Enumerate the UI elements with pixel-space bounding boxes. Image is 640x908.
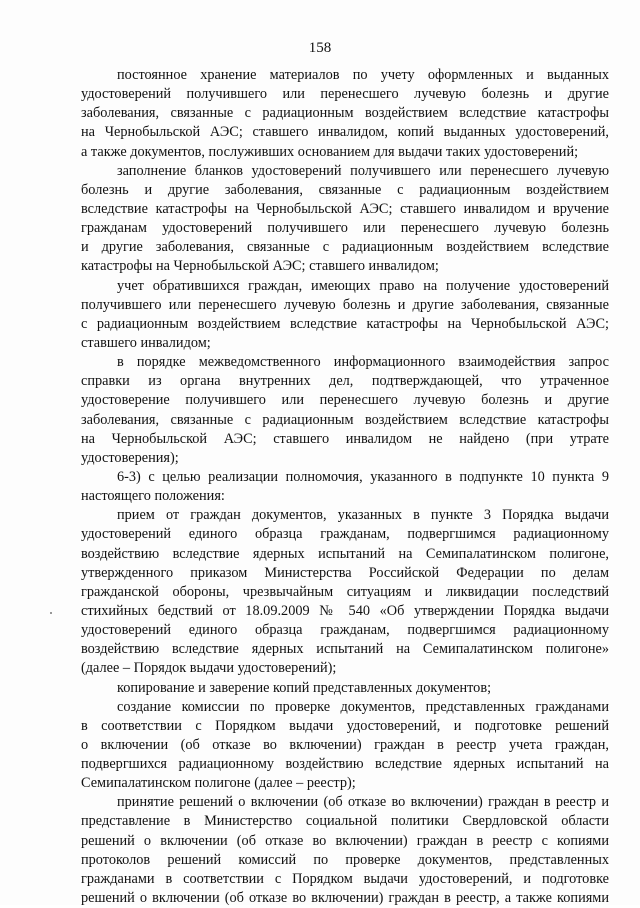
text-line: о включении (об отказе во включении) граждан в реестр учета граждан, <box>81 736 609 753</box>
text-line: с радиационным воздействием вследствие катастрофы на Чернобыльской АЭС; <box>81 315 609 332</box>
text-line: подвергшихся радиационному воздействию вследствие ядерных испытаний на <box>81 756 609 773</box>
text-line: катастрофы на Чернобыльской АЭС; ставшего инвалидом; <box>81 258 439 275</box>
text-line: гражданами в соответствии с Порядком выдачи удостоверений, и подготовке <box>81 870 609 887</box>
text-line: 6-3) с целью реализации полномочия, указанного в подпункте 10 пункта 9 <box>117 468 609 485</box>
text-line: (далее – Порядок выдачи удостоверений); <box>81 660 337 677</box>
text-line: создание комиссии по проверке документов, представленных гражданами <box>117 698 609 715</box>
text-line: решений о включении (об отказе во включении) граждан в реестр, а также копиями <box>81 890 609 907</box>
text-line: вследствие катастрофы на Чернобыльской АЭС; ставшего инвалидом и вручение <box>81 200 609 217</box>
text-line: удостоверение получившего или перенесшего лучевую болезнь и другие <box>81 392 609 409</box>
text-line: удостоверений единого образца гражданам, подвергшимся радиационному <box>81 526 609 543</box>
text-line: на Чернобыльской АЭС; ставшего инвалидом, копий выданных удостоверений, <box>81 124 609 141</box>
text-line: копирование и заверение копий представленных документов; <box>117 679 492 696</box>
text-line: решений о включении (об отказе во включении) граждан в реестр с копиями <box>81 832 609 849</box>
text-line: стихийных бедствий от 18.09.2009 № 540 «Об утверждении Порядка выдачи <box>81 602 609 619</box>
scan-speck <box>50 612 52 614</box>
text-line: постоянное хранение материалов по учету оформленных и выданных <box>117 67 609 83</box>
text-line: болезнь и другие заболевания, связанные с радиационным воздействием <box>81 181 609 198</box>
text-line: гражданам удостоверений получившего или перенесшего лучевую болезнь <box>81 220 609 237</box>
text-line: утвержденного приказом Министерства Российской Федерации по делам <box>81 564 609 581</box>
text-line: воздействию вследствие ядерных испытаний на Семипалатинском полигоне, <box>81 545 609 562</box>
text-line: получившего или перенесшего лучевую болезнь и другие заболевания, связанные <box>81 296 609 313</box>
text-line: заполнение бланков удостоверений получившего или перенесшего лучевую <box>117 162 609 179</box>
text-line: представление в Министерство социальной политики Свердловской области <box>81 813 609 830</box>
text-line: Семипалатинском полигоне (далее – реестр); <box>81 775 356 792</box>
text-line: удостоверений получившего или перенесшего лучевую болезнь и другие <box>81 86 609 103</box>
text-line: принятие решений о включении (об отказе во включении) граждан в реестр и <box>117 794 609 811</box>
page-number: 158 <box>308 40 332 56</box>
text-line: учет обратившихся граждан, имеющих право на получение удостоверений <box>117 277 609 294</box>
text-line: заболевания, связанные с радиационным воздействием вследствие катастрофы <box>81 105 609 122</box>
text-line: воздействию вследствие ядерных испытаний на Семипалатинском полигоне» <box>81 641 609 658</box>
text-line: в порядке межведомственного информационного взаимодействия запрос <box>117 354 609 371</box>
text-line: удостоверения); <box>81 449 179 466</box>
text-line: удостоверений единого образца гражданам, подвергшимся радиационному <box>81 622 609 639</box>
text-line: и другие заболевания, связанные с радиационным воздействием вследствие <box>81 239 609 256</box>
text-line: гражданской обороны, чрезвычайным ситуациям и ликвидации последствий <box>81 583 609 600</box>
text-line: справки из органа внутренних дел, подтверждающей, что утраченное <box>81 373 609 390</box>
text-line: протоколов решений комиссий по проверке документов, представленных <box>81 851 609 868</box>
text-line: заболевания, связанные с радиационным воздействием вследствие катастрофы <box>81 411 609 428</box>
text-line: прием от граждан документов, указанных в пункте 3 Порядка выдачи <box>117 507 609 524</box>
text-line: а также документов, послуживших основанием для выдачи таких удостоверений; <box>81 143 579 160</box>
text-line: в соответствии с Порядком выдачи удостоверений, и подготовке решений <box>81 717 609 734</box>
text-line: на Чернобыльской АЭС; ставшего инвалидом не найдено (при утрате <box>81 430 609 447</box>
text-line: ставшего инвалидом; <box>81 334 211 351</box>
text-line: настоящего положения: <box>81 488 225 505</box>
document-body <box>81 66 609 908</box>
